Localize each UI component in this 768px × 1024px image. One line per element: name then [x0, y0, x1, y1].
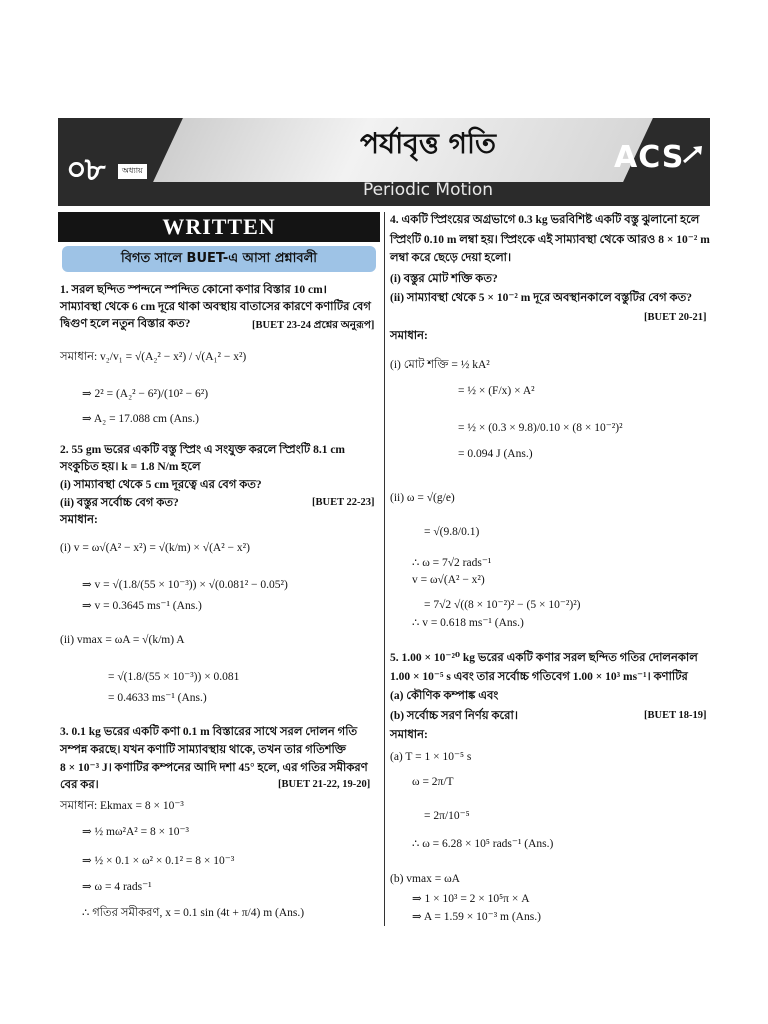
q5-solution-3: = 2π/10⁻⁵	[424, 810, 470, 822]
q4-solution-10: ∴ v = 0.618 ms⁻¹ (Ans.)	[412, 617, 524, 629]
q5-solution-7: ⇒ A = 1.59 × 10⁻³ m (Ans.)	[412, 911, 541, 923]
q1-line-3: দ্বিগুণ হলে নতুন বিস্তার কত?	[60, 318, 191, 330]
q4-solution-4: = 0.094 J (Ans.)	[458, 448, 533, 460]
q5-solution-label: সমাধান:	[390, 729, 428, 741]
q3-line-3: 8 × 10⁻³ J। কণাটির কম্পনের আদি দশা 45° হলে, এর গতির সমীকরণ	[60, 762, 368, 774]
q2-line-3: (i) সাম্যাবস্থা থেকে 5 cm দূরত্বে এর বেগ কত?	[60, 479, 262, 491]
subsection-heading: বিগত সালে BUET-এ আসা প্রশ্নাবলী	[62, 246, 376, 272]
q2-solution-label: সমাধান:	[60, 514, 98, 526]
chapter-title-bn: পর্যাবৃত্ত গতি	[360, 127, 496, 160]
q3-solution-2: ⇒ ½ mω²A² = 8 × 10⁻³	[82, 826, 189, 838]
q5-solution-1: (a) T = 1 × 10⁻⁵ s	[390, 751, 472, 763]
q1-solution-3: ⇒ A₂ = 17.088 cm (Ans.)	[82, 413, 199, 425]
q2-solution-2: ⇒ v = √(1.8/(55 × 10⁻³)) × √(0.081² − 0.05²)	[82, 579, 288, 591]
q1-line-2: সাম্যাবস্থা থেকে 6 cm দূরে থাকা অবস্থায় বাতাসের কারণে কণাটির বেগ	[60, 301, 371, 313]
chapter-number: ০৮	[66, 150, 104, 188]
q1-reference: [BUET 23-24 প্রশ্নের অনুরূপ]	[252, 320, 375, 331]
q5-solution-2: ω = 2π/T	[412, 776, 454, 788]
q4-solution-3: = ½ × (0.3 × 9.8)/0.10 × (8 × 10⁻²)²	[458, 422, 623, 434]
column-divider	[384, 212, 385, 926]
q1-solution-2: ⇒ 2² = (A₂² − 6²)/(10² − 6²)	[82, 388, 209, 400]
q4-line-2: স্প্রিংটি 0.10 m লম্বা হয়। স্প্রিংকে এই সাম্যাবস্থা থেকে আরও 8 × 10⁻² m	[390, 234, 710, 246]
q5-line-2: 1.00 × 10⁻⁵ s এবং তার সর্বোচ্চ গতিবেগ 1.00 × 10³ ms⁻¹। কণাটির	[390, 671, 688, 683]
q4-solution-6: = √(9.8/0.1)	[424, 526, 480, 538]
chapter-badge	[66, 146, 166, 188]
q2-solution-5: = √(1.8/(55 × 10⁻³)) × 0.081	[108, 671, 240, 683]
logo-arrow-icon	[682, 144, 706, 166]
q3-line-1: 3. 0.1 kg ভরের একটি কণা 0.1 m বিস্তারের সাথে সরল দোলন গতি	[60, 726, 358, 738]
q2-solution-3: ⇒ v = 0.3645 ms⁻¹ (Ans.)	[82, 600, 202, 612]
q4-solution-9: = 7√2 √((8 × 10⁻²)² − (5 × 10⁻²)²)	[424, 599, 581, 611]
q1-line-1: 1. সরল ছন্দিত স্পন্দনে স্পন্দিত কোনো কণার বিস্তার 10 cm।	[60, 284, 328, 296]
q4-solution-label: সমাধান:	[390, 330, 428, 342]
q2-line-1: 2. 55 gm ভরের একটি বস্তু স্প্রিং এ সংযুক্ত করলে স্প্রিংটি 8.1 cm	[60, 444, 346, 456]
q5-solution-6: ⇒ 1 × 10³ = 2 × 10⁵π × A	[412, 893, 530, 905]
q3-reference: [BUET 21-22, 19-20]	[278, 779, 371, 790]
q2-solution-1: (i) v = ω√(A² − x²) = √(k/m) × √(A² − x²)	[60, 542, 250, 554]
q3-solution-3: ⇒ ½ × 0.1 × ω² × 0.1² = 8 × 10⁻³	[82, 855, 235, 867]
chapter-tag: অধ্যায়	[118, 164, 147, 179]
q4-solution-2: = ½ × (F/x) × A²	[458, 385, 535, 397]
q5-line-3: (a) কৌণিক কম্পাঙ্ক এবং	[390, 690, 499, 702]
q2-line-4: (ii) বস্তুর সর্বোচ্চ বেগ কত?	[60, 497, 179, 509]
chapter-title-en: Periodic Motion	[362, 180, 494, 200]
q4-line-1: 4. একটি স্প্রিংয়ের অগ্রভাগে 0.3 kg ভরবিশিষ্ট একটি বস্তু ঝুলানো হলে	[390, 214, 700, 226]
q4-line-5: (ii) সাম্যাবস্থা থেকে 5 × 10⁻² m দূরে অবস্থানকালে বস্তুটির বেগ কত?	[390, 292, 692, 304]
q4-line-3: লম্বা করে ছেড়ে দেয়া হলো।	[390, 252, 512, 264]
q2-solution-4: (ii) vmax = ωA = √(k/m) A	[60, 634, 185, 646]
q4-solution-5: (ii) ω = √(g/e)	[390, 492, 455, 504]
q4-line-4: (i) বস্তুর মোট শক্তি কত?	[390, 273, 498, 285]
q2-solution-6: = 0.4633 ms⁻¹ (Ans.)	[108, 692, 207, 704]
acs-logo: ACS	[614, 140, 685, 175]
chapter-banner	[58, 118, 710, 206]
q1-solution-1: সমাধান: v₂/v₁ = √(A₂² − x²) / √(A₁² − x²)	[60, 351, 247, 363]
q3-line-2: সম্পন্ন করছে। যখন কণাটি সাম্যাবস্থায় থাকে, তখন তার গতিশক্তি	[60, 744, 346, 756]
q5-line-1: 5. 1.00 × 10⁻²⁰ kg ভরের একটি কণার সরল ছন্দিত গতির দোলনকাল	[390, 652, 698, 664]
q5-reference: [BUET 18-19]	[644, 710, 707, 721]
q2-line-2: সংকুচিত হয়। k = 1.8 N/m হলে	[60, 461, 201, 473]
q2-reference: [BUET 22-23]	[312, 497, 375, 508]
q3-solution-4: ⇒ ω = 4 rads⁻¹	[82, 881, 152, 893]
q5-line-4: (b) সর্বোচ্চ সরণ নির্ণয় করো।	[390, 710, 518, 722]
q5-solution-4: ∴ ω = 6.28 × 10⁵ rads⁻¹ (Ans.)	[412, 838, 554, 850]
section-heading: WRITTEN	[58, 212, 380, 242]
q3-solution-1: সমাধান: Ekmax = 8 × 10⁻³	[60, 800, 184, 812]
q4-solution-8: v = ω√(A² − x²)	[412, 574, 485, 586]
q3-line-4: বের কর।	[60, 779, 99, 791]
q4-reference: [BUET 20-21]	[644, 312, 707, 323]
q4-solution-1: (i) মোট শক্তি = ½ kA²	[390, 359, 490, 371]
q5-solution-5: (b) vmax = ωA	[390, 873, 460, 885]
q3-solution-5: ∴ গতির সমীকরণ, x = 0.1 sin (4t + π/4) m (Ans.)	[82, 907, 305, 919]
q4-solution-7: ∴ ω = 7√2 rads⁻¹	[412, 557, 492, 569]
